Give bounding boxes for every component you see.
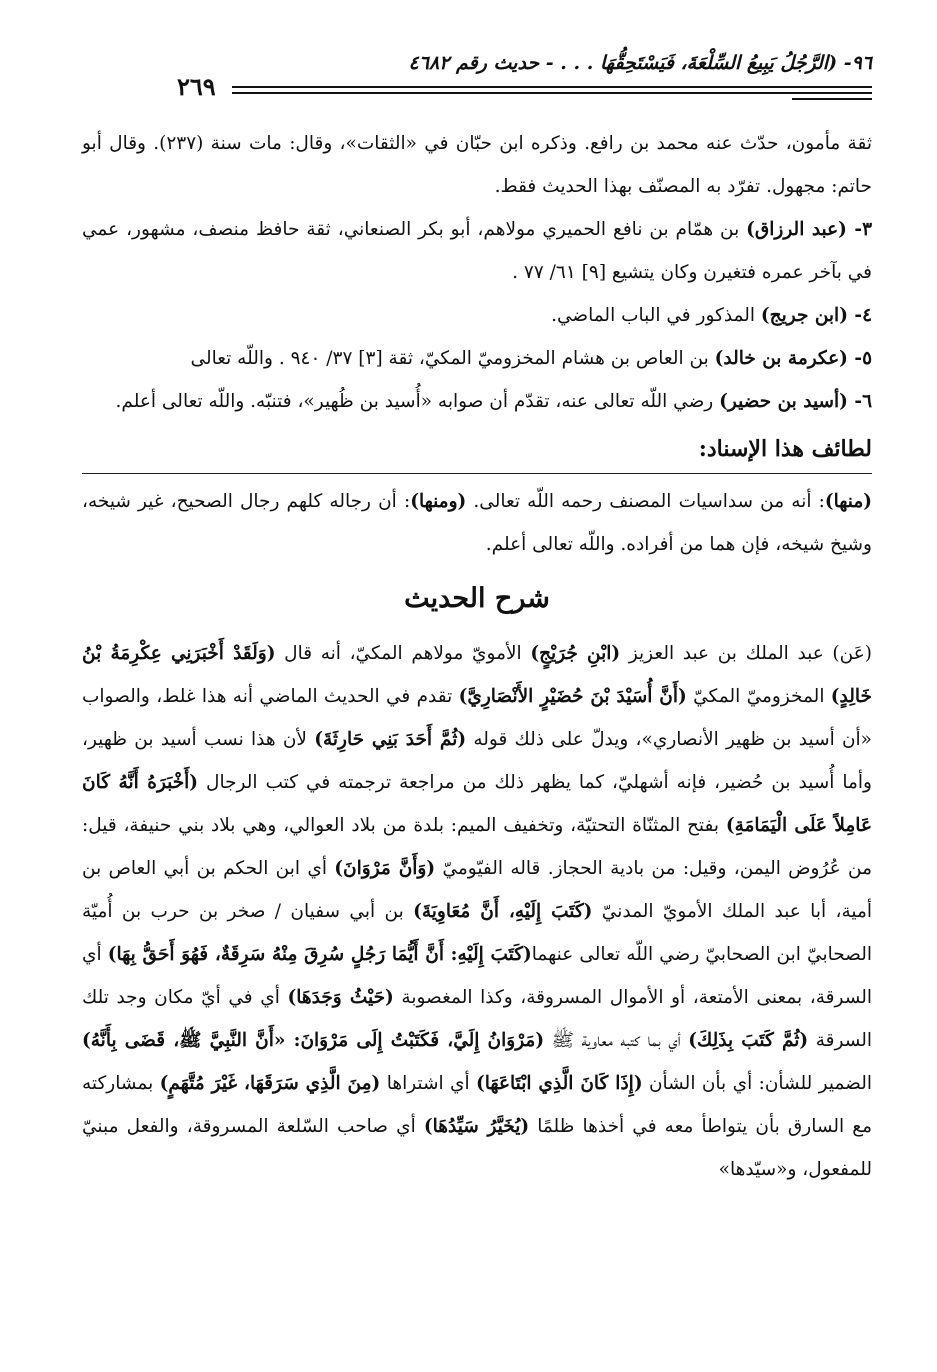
- hadith-quote: (وَأَنَّ مَرْوَانَ): [334, 858, 436, 879]
- commentary-text: بن أبي سفيان / صخر بن حرب بن أُميّة الصحابيّ ابن الصحابيّ رضي اللّه تعالى عنهما: [82, 901, 873, 965]
- hadith-quote: (إِذَا كَانَ الَّذِي ابْتَاعَهَا): [476, 1073, 643, 1094]
- commentary-text: بفتح المثنّاة التحتيّة، وتخفيف الميم: بلدة من بلاد العوالي، وهي بلاد بني حنيفة، قيل: من عُرُوض اليمن، وقيل: من بادية الحجاز. قاله الفيّوميّ: [82, 815, 873, 879]
- lataif-marker-1: (منها): [824, 491, 872, 512]
- narrator-3-name: ٣- (عبد الرزاق): [746, 219, 873, 240]
- commentary-text: أي السرقة، بمعنى الأمتعة، أو الأموال المسروقة، وكذا المغصوبة: [82, 944, 872, 1008]
- commentary-text: الأمويّ مولاهم المكيّ، أنه قال: [275, 643, 531, 664]
- narrator-2-continuation: ثقة مأمون، حدّث عنه محمد بن رافع. وذكره ابن حبّان في «الثقات»، وقال: مات سنة (٢٣٧). وقال أبو حاتم: مجهول. تفرّد به المصنّف بهذا الحديث فقط.: [82, 133, 872, 197]
- lataif-text-2: : أن رجاله كلهم رجال الصحيح، غير شيخه، وشيخ شيخه، فإن هما من أفراده. واللّه تعالى أعلم.: [82, 491, 872, 555]
- hadith-quote: (كَتَبَ إِلَيْهِ: أَنَّ أَيُّمَا رَجُلٍ سُرِقَ مِنْهُ سَرِقَةٌ، فَهُوَ أَحَقُّ بِهَا): [107, 944, 532, 965]
- commentary-text: بمشاركته مع السارق بأن يتواطأ معه في أخذها ظلمًا: [82, 1073, 872, 1137]
- hadith-quote: (ثُمَّ كَتَبَ بِذَلِكَ): [688, 1030, 809, 1051]
- lataif-text-1: : أنه من سداسيات المصنف رحمه اللّه تعالى.: [466, 491, 825, 512]
- commentary-text: المخزوميّ المكيّ: [686, 686, 831, 707]
- narrator-3: [82, 208, 872, 294]
- narrator-4-name: ٤- (ابن جريج): [760, 305, 872, 326]
- narrator-4: [82, 294, 872, 337]
- commentary-text: أي بما كتبه معاوية ﷺ: [544, 1030, 689, 1051]
- page-number-rule-top: [792, 92, 872, 94]
- commentary-text: الضمير للشأن: أي بأن الشأن: [642, 1073, 872, 1094]
- sharh-paragraph: [82, 632, 872, 1191]
- running-title: ٩٦- (الرَّجُلُ يَبِيعُ السِّلْعَةَ، فَيَسْتَحِقُّهَا . . . - حديث رقم ٤٦٨٢: [408, 52, 872, 74]
- hadith-quote: (مَرْوَانُ إِلَيَّ، فَكَتَبْتُ إِلَى مَرْوَانَ: «أَنَّ النَّبِيَّ ﷺ، قَضَى بِأَنَّهُ): [82, 1030, 545, 1051]
- narrator-6-name: ٦- (أسيد بن حضير): [719, 391, 872, 412]
- commentary-text: أي ابن الحكم بن أبي العاص بن أمية، أبا عبد الملك الأمويّ المدنيّ: [82, 858, 872, 922]
- hadith-quote: (حَيْثُ وَجَدَهَا): [287, 987, 394, 1008]
- narrator-5-name: ٥- (عكرمة بن خالد): [714, 348, 872, 369]
- commentary-text: أي في أيّ مكان وجد تلك السرقة: [82, 987, 872, 1051]
- sharh-heading: شرح الحديث: [404, 583, 550, 614]
- commentary-text: أي صاحب السّلعة المسروقة، والفعل مبنيّ للمفعول، و«سيّدها»: [82, 1116, 872, 1180]
- narrator-5-text: بن العاص بن هشام المخزوميّ المكيّ، ثقة [٣] ٣٧/ ٩٤٠ . واللّه تعالى: [190, 348, 715, 369]
- page-number: ٢٦٩: [177, 72, 216, 101]
- hadith-quote: (وَلَقَدْ أَخْبَرَنِي عِكْرِمَةُ بْنُ خَالِدٍ): [82, 643, 872, 707]
- narrator-5: [82, 337, 872, 380]
- narrator-4-text: المذكور في الباب الماضي.: [551, 305, 761, 326]
- commentary-text: لأن هذا نسب أسيد بن ظهير، وأما أُسيد بن حُضير، فإنه أشهليّ، كما يظهر ذلك من مراجعة ترجمته في كتب الرجال: [82, 729, 872, 793]
- section-divider: [82, 473, 872, 474]
- hadith-quote: (مِنَ الَّذِي سَرَقَهَا، غَيْرَ مُتَّهَمٍ): [159, 1073, 381, 1094]
- lataif-heading: لطائف هذا الإسناد:: [698, 436, 872, 462]
- commentary-text: تقدم في الحديث الماضي أنه هذا غلط، والصواب «أن أسيد بن ظهير الأنصاري»، ويدلّ على ذلك قوله: [82, 686, 872, 750]
- page-content: [82, 122, 872, 1191]
- header-rule-top: [232, 86, 872, 88]
- hadith-quote: (ثُمَّ أَحَدَ بَنِي حَارِثَةَ): [314, 729, 467, 750]
- lataif-paragraph: [82, 480, 872, 566]
- narrator-3-text: بن همّام بن نافع الحميري مولاهم، أبو بكر الصنعاني، ثقة حافظ منصف، مشهور، عمي في بآخر عمره فتغيرن وكان يتشيع [٩] ٦١/ ٧٧ .: [82, 219, 872, 283]
- lataif-marker-2: (ومنها): [410, 491, 467, 512]
- narrator-6-text: رضي اللّه تعالى عنه، تقدّم أن صوابه «أُسيد بن ظُهير»، فتنبّه. واللّه تعالى أعلم.: [115, 391, 720, 412]
- header-rule-bottom: [232, 92, 872, 94]
- hadith-quote: (كَتَبَ إِلَيْهِ، أَنَّ مُعَاوِيَةَ): [413, 901, 593, 922]
- page-header: [82, 52, 872, 110]
- commentary-text: أي اشتراها: [380, 1073, 477, 1094]
- hadith-quote: (يُخَيَّرُ سَيِّدُهَا): [423, 1116, 530, 1137]
- narrator-6: [82, 380, 872, 423]
- commentary-text: (عَن) عبد الملك بن عبد العزيز: [620, 643, 872, 664]
- page-number-rule-bottom: [792, 98, 872, 100]
- hadith-quote: (أَنَّ أُسَيْدَ بْنَ حُضَيْرٍ الأَنْصَارِيَّ): [458, 686, 687, 707]
- hadith-quote: (أَخْبَرَهُ أَنَّهُ كَانَ عَامِلاً عَلَى الْيَمَامَةِ): [82, 772, 872, 836]
- book-page: [82, 52, 872, 1352]
- hadith-quote: (ابْنِ جُرَيْجٍ): [530, 643, 621, 664]
